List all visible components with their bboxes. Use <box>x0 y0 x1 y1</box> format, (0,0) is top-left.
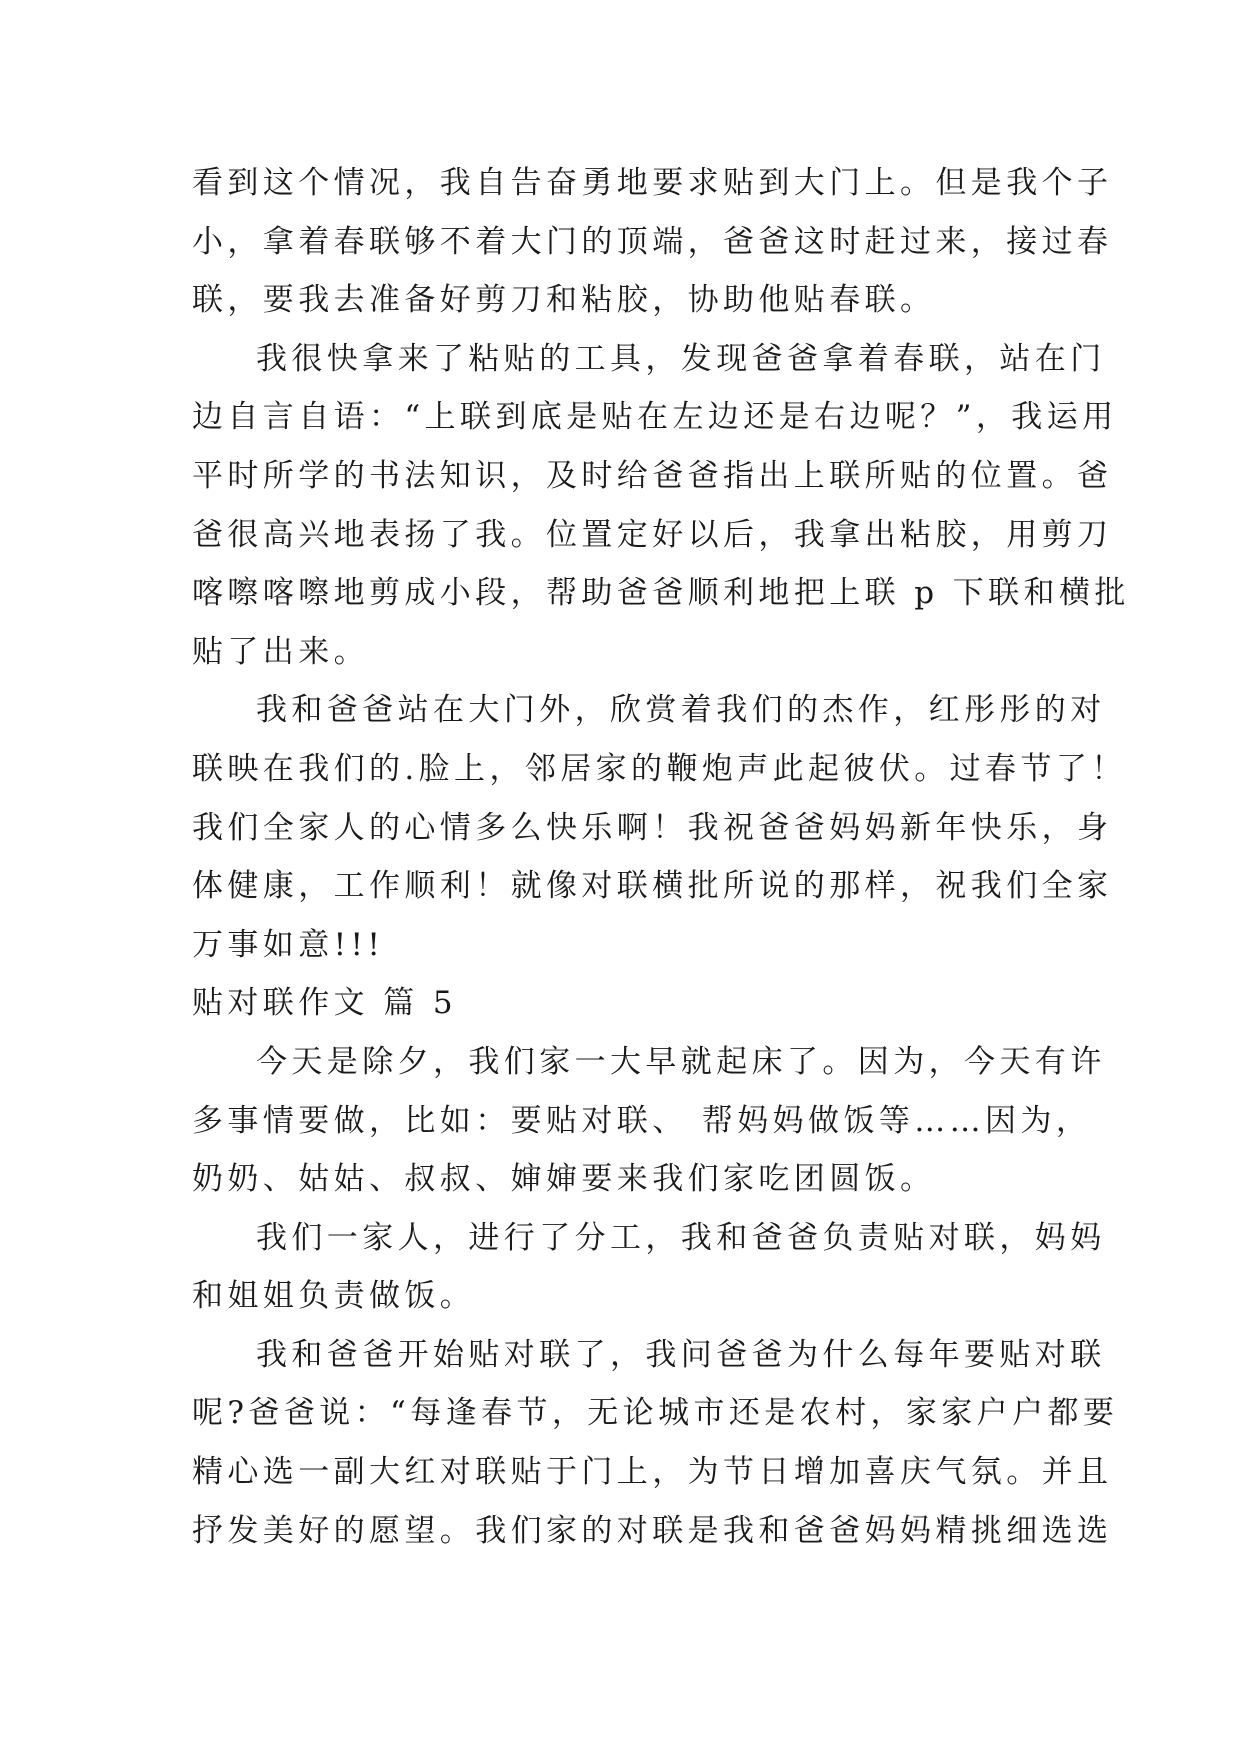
text-line: 我很快拿来了粘贴的工具，发现爸爸拿着春联，站在门 <box>256 340 1106 377</box>
document-page <box>192 154 1130 1560</box>
text-line: 联，要我去准备好剪刀和粘胶，协助他贴春联。 <box>192 282 936 319</box>
text-line: 我们一家人，进行了分工，我和爸爸负责贴对联，妈妈 <box>256 1219 1106 1256</box>
text-line: 联映在我们的.脸上，邻居家的鞭炮声此起彼伏。过春节了！ <box>192 750 1127 787</box>
text-line: 多事情要做，比如：要贴对联、 帮妈妈做饭等……因为， <box>192 1102 1092 1139</box>
text-line: 平时所学的书法知识，及时给爸爸指出上联所贴的位置。爸 <box>192 457 1113 494</box>
text-line: 精心选一副大红对联贴于门上，为节日增加喜庆气氛。并且 <box>192 1454 1113 1491</box>
section-heading: 贴对联作文 篇 5 <box>192 985 458 1022</box>
text-line: 奶奶、姑姑、叔叔、婶婶要来我们家吃团圆饭。 <box>192 1161 936 1198</box>
text-line: 呢?爸爸说：“每逢春节，无论城市还是农村，家家户户都要 <box>192 1395 1119 1432</box>
text-line: 贴了出来。 <box>192 633 369 670</box>
text-line: 看到这个情况，我自告奋勇地要求贴到大门上。但是我个子 <box>192 165 1113 201</box>
text-line: 边自言自语：“上联到底是贴在左边还是右边呢？”，我运用 <box>192 399 1118 436</box>
text-line: 抒发美好的愿望。我们家的对联是我和爸爸妈妈精挑细选选 <box>192 1512 1113 1549</box>
text-line: 我和爸爸开始贴对联了，我问爸爸为什么每年要贴对联 <box>256 1336 1106 1373</box>
text-line: 小，拿着春联够不着大门的顶端，爸爸这时赶过来，接过春 <box>192 223 1113 260</box>
text-line: 今天是除夕，我们家一大早就起床了。因为，今天有许 <box>256 1043 1106 1080</box>
text-line: 喀嚓喀嚓地剪成小段，帮助爸爸顺利地把上联 p 下联和横批 <box>192 575 1130 612</box>
text-line: 爸很高兴地表扬了我。位置定好以后，我拿出粘胶，用剪刀 <box>192 516 1113 553</box>
text-line: 万事如意!!! <box>192 926 385 963</box>
text-line: 我和爸爸站在大门外，欣赏着我们的杰作，红彤彤的对 <box>256 692 1106 729</box>
text-line: 和姐姐负责做饭。 <box>192 1278 476 1315</box>
text-line: 体健康，工作顺利！就像对联横批所说的那样，祝我们全家 <box>192 868 1113 905</box>
text-line: 我们全家人的心情多么快乐啊！我祝爸爸妈妈新年快乐，身 <box>192 809 1113 846</box>
